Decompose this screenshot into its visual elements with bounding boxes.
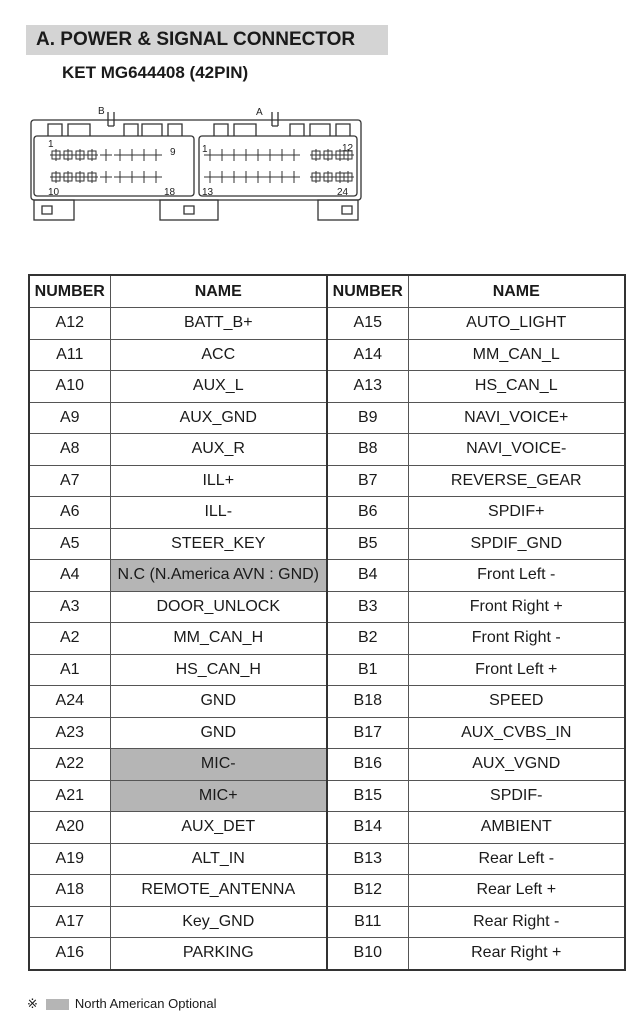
- pin-name-cell: AUX_L: [110, 371, 327, 403]
- pin-number-cell: A9: [29, 402, 110, 434]
- pin-contact: [126, 171, 138, 183]
- pin-contact: [310, 171, 322, 183]
- connector-b-label: B: [98, 106, 105, 117]
- pin-name-cell: AUTO_LIGHT: [408, 308, 625, 340]
- pin-contact: [264, 171, 276, 183]
- header-number-1: NUMBER: [29, 275, 110, 308]
- pin-contact: [310, 149, 322, 161]
- table-row: [29, 560, 625, 592]
- pin-contact: [100, 149, 112, 161]
- pin-number-cell: A17: [29, 906, 110, 938]
- pin-name-cell: ILL+: [110, 465, 327, 497]
- pin-name-cell: MIC-: [110, 749, 327, 781]
- pin-number-cell: A11: [29, 339, 110, 371]
- pin-number-cell: A19: [29, 843, 110, 875]
- pin-contact: [50, 149, 62, 161]
- table-row: [29, 434, 625, 466]
- connector-a-label: A: [256, 107, 263, 118]
- pin-name-cell: HS_CAN_H: [110, 654, 327, 686]
- table-row: [29, 749, 625, 781]
- pin-number-cell: A2: [29, 623, 110, 655]
- pin-name-cell: Front Right +: [408, 591, 625, 623]
- pin-number-cell: B10: [327, 938, 408, 970]
- connector-a-housing: [199, 136, 357, 196]
- pin-contact: [288, 171, 300, 183]
- header-number-2: NUMBER: [327, 275, 408, 308]
- pin-contact: [276, 149, 288, 161]
- pin-number-cell: A24: [29, 686, 110, 718]
- reference-mark-icon: ※: [27, 996, 38, 1011]
- pin-contact: [62, 171, 74, 183]
- pin-contact: [150, 171, 162, 183]
- pin-contact: [62, 149, 74, 161]
- pin-contact: [322, 171, 334, 183]
- table-row: [29, 654, 625, 686]
- pin-contact: [322, 149, 334, 161]
- pin-name-cell: MIC+: [110, 780, 327, 812]
- pin-number-cell: A1: [29, 654, 110, 686]
- table-row: [29, 308, 625, 340]
- pin-contact: [86, 171, 98, 183]
- pin-contact: [114, 171, 126, 183]
- section-title: A. POWER & SIGNAL CONNECTOR: [26, 25, 388, 55]
- pin-name-cell: DOOR_UNLOCK: [110, 591, 327, 623]
- pin-name-cell: SPDIF-: [408, 780, 625, 812]
- pin-contact: [74, 149, 86, 161]
- pin-name-cell: REMOTE_ANTENNA: [110, 875, 327, 907]
- pin-contact: [216, 149, 228, 161]
- table-row: [29, 686, 625, 718]
- pin-contact: [126, 149, 138, 161]
- pin-number-cell: A22: [29, 749, 110, 781]
- table-row: [29, 528, 625, 560]
- pin-number-cell: B18: [327, 686, 408, 718]
- table-header-row: [29, 275, 625, 308]
- pin-name-cell: HS_CAN_L: [408, 371, 625, 403]
- pin-number-cell: B13: [327, 843, 408, 875]
- pin-name-cell: Rear Right +: [408, 938, 625, 970]
- pin-number-cell: A13: [327, 371, 408, 403]
- pin-name-cell: NAVI_VOICE-: [408, 434, 625, 466]
- pin-contact: [228, 171, 240, 183]
- pin-number-cell: A16: [29, 938, 110, 970]
- a-pin-24-label: 24: [337, 187, 349, 198]
- mount-tab-center: [160, 200, 218, 220]
- table-row: [29, 465, 625, 497]
- pin-number-cell: A21: [29, 780, 110, 812]
- pin-name-cell: SPEED: [408, 686, 625, 718]
- pin-number-cell: A20: [29, 812, 110, 844]
- pin-name-cell: Front Left +: [408, 654, 625, 686]
- pin-number-cell: A23: [29, 717, 110, 749]
- pin-name-cell: Rear Left +: [408, 875, 625, 907]
- pin-name-cell: MM_CAN_L: [408, 339, 625, 371]
- pin-contact: [240, 171, 252, 183]
- connector-diagram: [28, 100, 368, 226]
- pin-number-cell: B2: [327, 623, 408, 655]
- pin-name-cell: ILL-: [110, 497, 327, 529]
- pin-name-cell: N.C (N.America AVN : GND): [110, 560, 327, 592]
- header-name-1: NAME: [110, 275, 327, 308]
- key-a: [272, 112, 278, 126]
- pin-contact: [86, 149, 98, 161]
- pin-name-cell: AUX_DET: [110, 812, 327, 844]
- mount-tab-left: [34, 200, 74, 220]
- footnote: [27, 996, 217, 1012]
- pin-contact: [228, 149, 240, 161]
- a-pin-1-label: 1: [202, 144, 208, 155]
- table-row: [29, 906, 625, 938]
- pin-number-cell: B5: [327, 528, 408, 560]
- table-row: [29, 339, 625, 371]
- table-row: [29, 812, 625, 844]
- b-pin-1-label: 1: [48, 139, 54, 150]
- pin-name-cell: Front Left -: [408, 560, 625, 592]
- pin-contact: [216, 171, 228, 183]
- pin-number-cell: A3: [29, 591, 110, 623]
- connector-model-title: KET MG644408 (42PIN): [62, 63, 249, 82]
- table-row: [29, 497, 625, 529]
- pin-contact: [138, 149, 150, 161]
- pin-contact: [114, 149, 126, 161]
- pin-contact: [288, 149, 300, 161]
- pin-number-cell: A8: [29, 434, 110, 466]
- pin-name-cell: STEER_KEY: [110, 528, 327, 560]
- pin-number-cell: A18: [29, 875, 110, 907]
- table-row: [29, 875, 625, 907]
- pin-contact: [276, 171, 288, 183]
- pin-number-cell: A15: [327, 308, 408, 340]
- pin-name-cell: ALT_IN: [110, 843, 327, 875]
- pin-name-cell: Rear Right -: [408, 906, 625, 938]
- pin-number-cell: B17: [327, 717, 408, 749]
- pin-name-cell: Front Right -: [408, 623, 625, 655]
- pin-number-cell: B8: [327, 434, 408, 466]
- pin-contact: [150, 149, 162, 161]
- pin-assignment-table: [28, 274, 626, 971]
- pin-number-cell: A14: [327, 339, 408, 371]
- pin-number-cell: A10: [29, 371, 110, 403]
- pin-name-cell: SPDIF+: [408, 497, 625, 529]
- pin-name-cell: AMBIENT: [408, 812, 625, 844]
- pin-contact: [342, 171, 354, 183]
- table-row: [29, 371, 625, 403]
- b-pin-10-label: 10: [48, 187, 60, 198]
- pin-number-cell: A5: [29, 528, 110, 560]
- pin-number-cell: B1: [327, 654, 408, 686]
- pin-name-cell: MM_CAN_H: [110, 623, 327, 655]
- table-row: [29, 591, 625, 623]
- a-pin-13-label: 13: [202, 187, 214, 198]
- pin-name-cell: ACC: [110, 339, 327, 371]
- pin-name-cell: SPDIF_GND: [408, 528, 625, 560]
- pin-contact: [50, 171, 62, 183]
- pin-contact: [74, 171, 86, 183]
- table-row: [29, 780, 625, 812]
- pin-number-cell: A12: [29, 308, 110, 340]
- optional-highlight-swatch: [46, 999, 69, 1010]
- table-row: [29, 623, 625, 655]
- b-pin-9-label: 9: [170, 147, 176, 158]
- pin-contact: [138, 171, 150, 183]
- pin-contact: [240, 149, 252, 161]
- pin-name-cell: NAVI_VOICE+: [408, 402, 625, 434]
- key-b: [108, 112, 114, 126]
- pin-number-cell: B9: [327, 402, 408, 434]
- pin-number-cell: B16: [327, 749, 408, 781]
- pin-number-cell: B6: [327, 497, 408, 529]
- pin-number-cell: A6: [29, 497, 110, 529]
- pin-number-cell: B3: [327, 591, 408, 623]
- table-row: [29, 717, 625, 749]
- b-pin-18-label: 18: [164, 187, 176, 198]
- pin-contact: [204, 171, 216, 183]
- table-row: [29, 938, 625, 970]
- table-row: [29, 843, 625, 875]
- pin-name-cell: AUX_R: [110, 434, 327, 466]
- pin-number-cell: B15: [327, 780, 408, 812]
- pin-name-cell: Key_GND: [110, 906, 327, 938]
- pin-name-cell: AUX_GND: [110, 402, 327, 434]
- pin-name-cell: BATT_B+: [110, 308, 327, 340]
- footnote-text: North American Optional: [74, 996, 217, 1011]
- pin-name-cell: Rear Left -: [408, 843, 625, 875]
- pin-contact: [252, 171, 264, 183]
- pin-number-cell: A7: [29, 465, 110, 497]
- pin-contact: [252, 149, 264, 161]
- pin-number-cell: B11: [327, 906, 408, 938]
- pin-name-cell: REVERSE_GEAR: [408, 465, 625, 497]
- a-pin-12-label: 12: [342, 143, 354, 154]
- pin-name-cell: GND: [110, 717, 327, 749]
- pin-number-cell: B7: [327, 465, 408, 497]
- pin-contact: [264, 149, 276, 161]
- pin-number-cell: B12: [327, 875, 408, 907]
- pin-name-cell: AUX_CVBS_IN: [408, 717, 625, 749]
- pin-number-cell: B14: [327, 812, 408, 844]
- pin-contact: [100, 171, 112, 183]
- table-row: [29, 402, 625, 434]
- pin-name-cell: GND: [110, 686, 327, 718]
- header-name-2: NAME: [408, 275, 625, 308]
- pin-name-cell: PARKING: [110, 938, 327, 970]
- pin-number-cell: B4: [327, 560, 408, 592]
- pin-name-cell: AUX_VGND: [408, 749, 625, 781]
- pin-number-cell: A4: [29, 560, 110, 592]
